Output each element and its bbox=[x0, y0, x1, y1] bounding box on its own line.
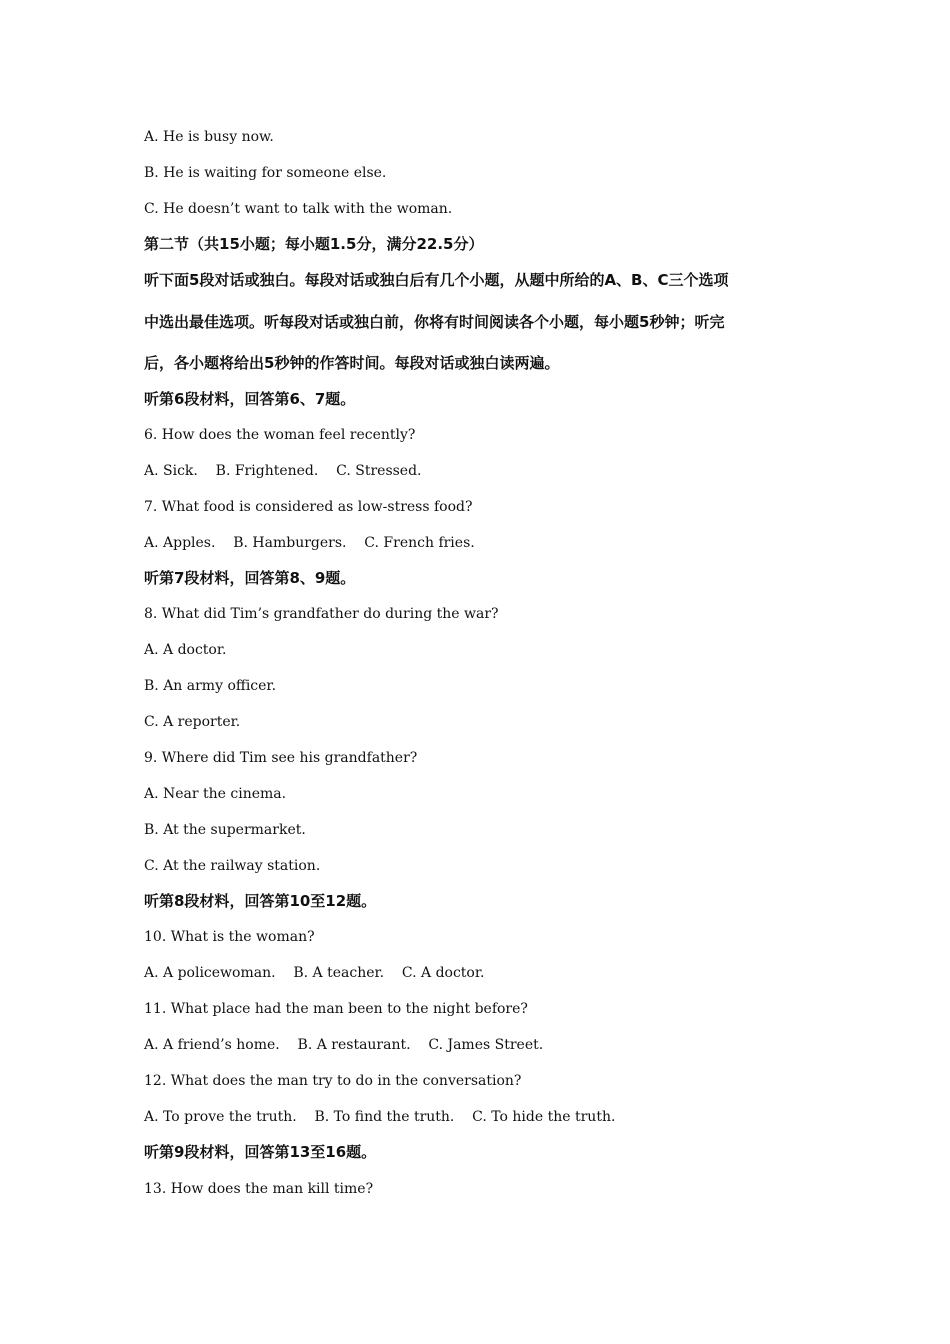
option-line: A. A doctor. bbox=[144, 642, 227, 658]
option-line: C. He doesn’t want to talk with the woman. bbox=[144, 201, 453, 217]
option-line: A. A friend’s home. B. A restaurant. C. James Street. bbox=[144, 1037, 544, 1053]
option-line: A. Apples. B. Hamburgers. C. French fries. bbox=[144, 535, 475, 551]
question-line: 6. How does the woman feel recently? bbox=[144, 427, 416, 443]
option-line: A. He is busy now. bbox=[144, 129, 274, 145]
option-line: B. He is waiting for someone else. bbox=[144, 165, 387, 181]
option-line: A. Sick. B. Frightened. C. Stressed. bbox=[144, 463, 422, 479]
question-line: 10. What is the woman? bbox=[144, 929, 315, 945]
question-line: 11. What place had the man been to the night before? bbox=[144, 1001, 528, 1017]
option-line: B. An army officer. bbox=[144, 678, 277, 694]
section-heading: 第二节（共15小题；每小题1.5分，满分22.5分） bbox=[144, 235, 484, 253]
material-heading: 听第7段材料，回答第8、9题。 bbox=[144, 569, 356, 587]
question-line: 7. What food is considered as low-stress food? bbox=[144, 499, 473, 515]
option-line: A. Near the cinema. bbox=[144, 786, 287, 802]
option-line: B. At the supermarket. bbox=[144, 822, 306, 838]
material-heading: 听第9段材料，回答第13至16题。 bbox=[144, 1143, 377, 1161]
instructions-line: 中选出最佳选项。听每段对话或独白前，你将有时间阅读各个小题，每小题5秒钟；听完 bbox=[144, 313, 725, 331]
option-line: C. At the railway station. bbox=[144, 858, 321, 874]
option-line: A. To prove the truth. B. To find the truth. C. To hide the truth. bbox=[144, 1109, 616, 1125]
option-line: A. A policewoman. B. A teacher. C. A doctor. bbox=[144, 965, 485, 981]
option-line: C. A reporter. bbox=[144, 714, 241, 730]
question-line: 12. What does the man try to do in the conversation? bbox=[144, 1073, 522, 1089]
question-line: 9. Where did Tim see his grandfather? bbox=[144, 750, 418, 766]
instructions-line: 后，各小题将给出5秒钟的作答时间。每段对话或独白读两遍。 bbox=[144, 354, 560, 372]
question-line: 8. What did Tim’s grandfather do during the war? bbox=[144, 606, 499, 622]
material-heading: 听第8段材料，回答第10至12题。 bbox=[144, 892, 377, 910]
question-line: 13. How does the man kill time? bbox=[144, 1181, 374, 1197]
instructions-line: 听下面5段对话或独白。每段对话或独白后有几个小题，从题中所给的A、B、C三个选项 bbox=[144, 271, 729, 289]
material-heading: 听第6段材料，回答第6、7题。 bbox=[144, 390, 356, 408]
